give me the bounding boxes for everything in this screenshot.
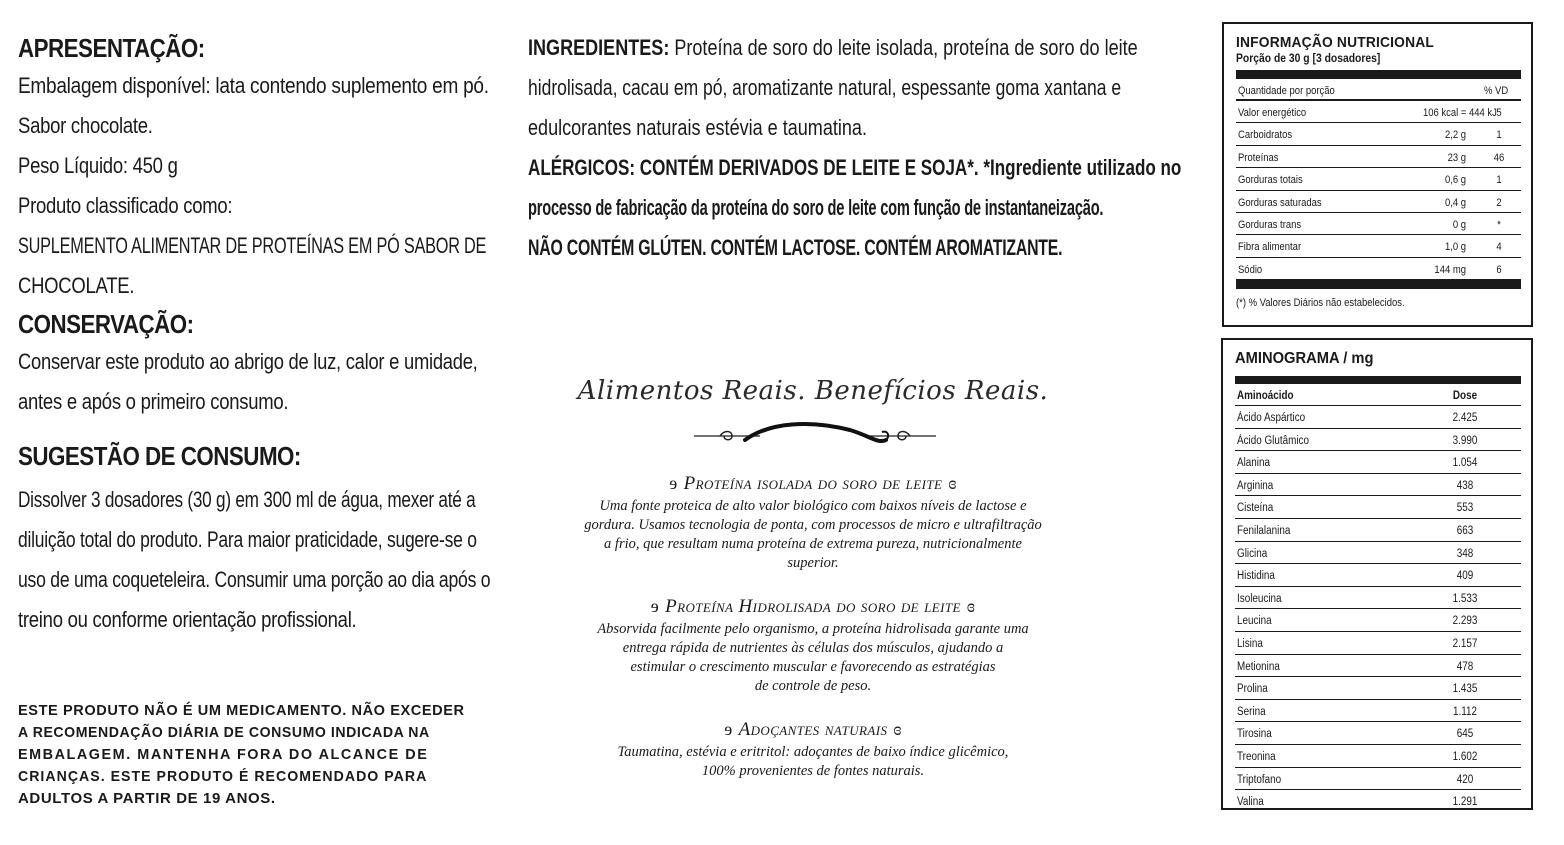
amino-acid-name: Cisteína [1237,502,1274,515]
gluten-line: NÃO CONTÉM GLÚTEN. CONTÉM LACTOSE. CONTÉM AROMATIZANTE. [528,235,1063,260]
table-row [1236,123,1521,145]
nutrient-name: Gorduras trans [1238,218,1302,231]
amino-acid-name: Valina [1237,796,1264,809]
amino-acid-dose: 2.425 [1452,412,1478,424]
table-row [1235,451,1521,474]
warning-text [18,700,465,810]
benefit-line: a frio, que resultam numa proteína de extrema pureza, nutricionalmente [604,536,1022,552]
benefit-title: Proteína Hidrolisada do soro de leite [665,596,961,617]
aminogram-rows [1235,406,1521,813]
amino-acid-name: Treonina [1237,750,1276,763]
aminogram-col-name: Aminoácido [1237,390,1294,402]
warning-line: CRIANÇAS. ESTE PRODUTO É RECOMENDADO PARA [18,768,428,785]
ornament-icon: ɘ [669,473,678,493]
amino-acid-dose: 1.602 [1452,750,1478,763]
nutrient-quantity: 0 g [1452,218,1466,231]
table-row [1235,429,1521,452]
ingredients-line: edulcorantes naturais estévia e taumatina. [528,115,867,140]
amino-acid-name: Isoleucina [1237,592,1282,605]
conservacao-heading: CONSERVAÇÃO: [18,309,194,339]
benefit-natural-sweeteners [578,716,1048,781]
apresentacao-line: CHOCOLATE. [18,273,135,298]
aminogram-col-dose: Dose [1452,390,1478,402]
benefit-title: Adoçantes naturais [738,719,888,740]
apresentacao-line: Produto classificado como: [18,193,233,218]
benefit-isolated-protein [578,470,1048,573]
table-row [1236,146,1521,168]
amino-acid-dose: 1.533 [1452,592,1478,605]
table-row [1235,700,1521,723]
benefit-line: Uma fonte proteica de alto valor biológico com baixos níveis de lactose e [599,498,1027,514]
apresentacao-text [18,66,489,306]
amino-acid-dose: 348 [1456,547,1474,560]
amino-acid-dose: 2.293 [1452,615,1478,628]
aminogram-table [1221,338,1533,810]
nutrient-name: Valor energético [1238,107,1307,119]
divider [1235,376,1521,384]
amino-acid-name: Alanina [1237,457,1271,470]
nutrient-vd: 6 [1496,263,1502,276]
apresentacao-line: Sabor chocolate. [18,113,153,138]
nutrient-vd: 2 [1496,196,1502,209]
amino-acid-name: Lisina [1237,637,1263,650]
table-row [1235,745,1521,768]
sugestao-text [18,480,491,640]
amino-acid-name: Histidina [1237,570,1275,583]
conservacao-line: Conservar este produto ao abrigo de luz, calor e umidade, [18,349,478,374]
table-row [1235,587,1521,610]
table-row [1235,609,1521,632]
table-row [1236,101,1521,123]
amino-acid-dose: 3.990 [1452,434,1478,447]
asterisk-note: *Ingrediente utilizado no [983,155,1182,180]
nutrient-name: Sódio [1238,263,1263,276]
nutrient-quantity: 144 mg [1434,263,1466,276]
benefit-hydrolyzed-protein [578,593,1048,696]
nutrition-facts-table [1222,22,1533,327]
benefit-line: superior. [787,555,839,571]
amino-acid-dose: 409 [1456,570,1474,583]
nutrient-vd: 4 [1496,241,1502,254]
table-row [1235,790,1521,813]
nutrient-quantity: 23 g [1447,151,1466,164]
nutrition-header-row [1236,79,1521,101]
nutrition-header-qty: Quantidade por porção [1238,85,1335,97]
aminogram-header-row [1235,384,1521,406]
amino-acid-dose: 2.157 [1452,637,1478,650]
amino-acid-name: Glicina [1237,547,1268,560]
benefit-line: Absorvida facilmente pelo organismo, a proteína hidrolisada garante uma [597,621,1029,637]
allergens-line [528,148,1182,188]
nutrient-quantity: 1,0 g [1444,241,1466,254]
sugestao-line: diluição total do produto. Para maior praticidade, sugere-se o [18,527,477,552]
amino-acid-name: Serina [1237,705,1266,718]
nutrient-quantity: 106 kcal = 444 kJ [1423,107,1497,119]
nutrient-quantity: 0,4 g [1444,196,1466,209]
ingredients-block [528,28,1182,268]
warning-line: A RECOMENDAÇÃO DIÁRIA DE CONSUMO INDICADA NA [18,724,430,741]
amino-acid-dose: 1.112 [1452,705,1478,718]
ingredients-label: INGREDIENTES: [528,35,670,60]
nutrient-name: Fibra alimentar [1238,241,1302,254]
nutrient-vd: * [1497,218,1501,231]
nutrient-vd: 1 [1496,174,1502,187]
nutrient-name: Proteínas [1238,151,1279,164]
table-row [1235,406,1521,429]
nutrition-rows [1236,101,1521,280]
apresentacao-line: Peso Líquido: 450 g [18,153,178,178]
conservacao-line: antes e após o primeiro consumo. [18,389,289,414]
asterisk-note-line: processo de fabricação da proteína do soro de leite com função de instantaneização. [528,195,1104,220]
benefit-line: Taumatina, estévia e eritritol: adoçantes de baixo índice glicêmico, [617,744,1009,760]
table-row [1236,235,1521,257]
table-row [1235,722,1521,745]
amino-acid-name: Triptofano [1237,773,1282,786]
nutrient-vd: 5 [1496,107,1502,119]
sugestao-heading: SUGESTÃO DE CONSUMO: [18,441,301,471]
table-row [1235,632,1521,655]
aminogram-title: AMINOGRAMA / mg [1235,350,1374,367]
table-row [1235,768,1521,791]
table-row [1235,564,1521,587]
table-row [1235,655,1521,678]
apresentacao-line: SUPLEMENTO ALIMENTAR DE PROTEÍNAS EM PÓ SABOR DE [18,233,487,258]
allergens-text: ALÉRGICOS: CONTÉM DERIVADOS DE LEITE E SOJA*. [528,155,979,180]
ingredients-text: Proteína de soro do leite isolada, proteína de soro do leite [674,35,1138,60]
apresentacao-line: Embalagem disponível: lata contendo suplemento em pó. [18,73,489,98]
nutrient-quantity: 2,2 g [1444,129,1466,142]
amino-acid-name: Arginina [1237,479,1274,492]
amino-acid-dose: 645 [1456,728,1474,741]
amino-acid-name: Prolina [1237,683,1268,696]
benefit-line: entrega rápida de nutrientes às células dos músculos, ajudando a [622,640,1004,656]
amino-acid-dose: 420 [1456,773,1474,786]
nutrient-name: Gorduras saturadas [1238,196,1322,209]
amino-acid-name: Ácido Glutâmico [1237,434,1310,447]
benefit-line: de controle de peso. [754,678,872,694]
ornament-icon: ɘ [724,719,733,739]
table-row [1235,519,1521,542]
amino-acid-name: Metionina [1237,660,1280,673]
benefit-title: Proteína isolada do soro de leite [683,473,943,494]
divider [1236,70,1521,79]
tagline: Alimentos Reais. Benefícios Reais. [577,376,1049,406]
ingredients-line: hidrolisada, cacau em pó, aromatizante natural, espessante goma xantana e [528,75,1122,100]
nutrient-vd: 46 [1493,151,1505,164]
ornament-icon: ɞ [966,596,976,616]
nutrient-name: Gorduras totais [1238,174,1303,187]
amino-acid-dose: 1.054 [1452,457,1478,470]
warning-line: EMBALAGEM. MANTENHA FORA DO ALCANCE DE [18,746,429,763]
amino-acid-name: Tirosina [1237,728,1272,741]
benefit-line: gordura. Usamos tecnologia de ponta, com processos de micro e ultrafiltração [584,517,1042,533]
warning-line: ESTE PRODUTO NÃO É UM MEDICAMENTO. NÃO EXCEDER [18,702,465,719]
ingredients-line [528,28,1138,68]
amino-acid-dose: 438 [1456,479,1474,492]
ornament-icon: ɞ [893,719,902,739]
sugestao-line: Dissolver 3 dosadores (30 g) em 300 ml de água, mexer até a [18,487,476,512]
table-row [1236,168,1521,190]
amino-acid-name: Leucina [1237,615,1272,628]
sugestao-line: uso de uma coqueteleira. Consumir uma porção ao dia após o [18,567,491,592]
divider [1236,280,1521,289]
amino-acid-name: Ácido Aspártico [1237,412,1306,424]
amino-acid-dose: 1.291 [1452,796,1478,809]
left-column [18,30,491,640]
table-row [1236,213,1521,235]
amino-acid-dose: 1.435 [1452,683,1478,696]
warning-line: ADULTOS A PARTIR DE 19 ANOS. [18,790,276,807]
amino-acid-dose: 478 [1456,660,1474,673]
table-row [1236,191,1521,213]
benefit-line: 100% provenientes de fontes naturais. [701,763,925,779]
table-row [1235,474,1521,497]
table-row [1236,258,1521,280]
table-row [1235,542,1521,565]
ornament-icon: ɘ [650,596,660,616]
nutrient-name: Carboidratos [1238,129,1293,142]
nutrient-quantity: 0,6 g [1444,174,1466,187]
flourish-divider-icon [690,418,940,454]
apresentacao-heading: APRESENTAÇÃO: [18,33,205,63]
table-row [1235,677,1521,700]
nutrition-portion: Porção de 30 g [3 dosadores] [1236,53,1381,65]
nutrition-header-vd: % VD [1484,85,1509,97]
amino-acid-dose: 553 [1456,502,1474,515]
ornament-icon: ɞ [948,473,957,493]
nutrition-footnote: (*) % Valores Diários não estabelecidos. [1236,297,1405,310]
nutrient-vd: 1 [1496,129,1502,142]
amino-acid-name: Fenilalanina [1237,524,1291,537]
sugestao-line: treino ou conforme orientação profissional. [18,607,357,632]
conservacao-text [18,342,478,422]
nutrition-title: INFORMAÇÃO NUTRICIONAL [1236,34,1435,51]
amino-acid-dose: 663 [1456,524,1474,537]
benefit-line: estimular o crescimento muscular e favorecendo as estratégias [630,659,996,675]
table-row [1235,496,1521,519]
